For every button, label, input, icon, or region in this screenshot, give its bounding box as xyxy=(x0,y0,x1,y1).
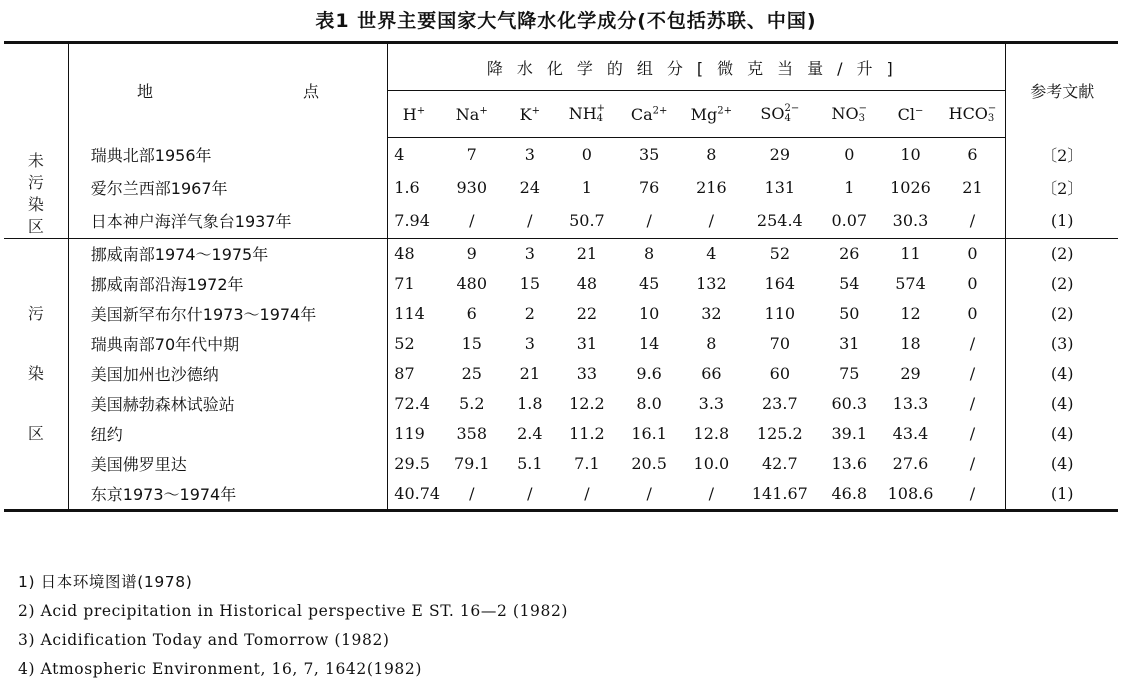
ion-header-6: $Mg^{2+}$ xyxy=(680,91,742,138)
value-cell: 7.94 xyxy=(388,204,440,238)
value-cell: / xyxy=(940,449,1006,479)
group-label-char: 染 xyxy=(27,363,44,383)
value-cell: 3.3 xyxy=(698,394,725,413)
value-cell: 16.1 xyxy=(631,424,667,443)
place-cell: 美国加州也沙德纳 xyxy=(68,359,387,389)
value-cell: 25 xyxy=(461,364,482,383)
footnotes xyxy=(18,568,568,684)
value-cell: 29 xyxy=(900,364,921,383)
footnote-3: 3) Acidification Today and Tomorrow (1982) xyxy=(18,631,390,649)
value-cell: 54 xyxy=(839,274,860,293)
value-cell: 39.1 xyxy=(831,424,868,443)
value-cell: 9.6 xyxy=(636,364,662,383)
value-cell: 1.6 xyxy=(394,178,420,198)
composition-header: 降水化学的组分[微克当量/升] xyxy=(388,44,1006,91)
value-cell: 8 xyxy=(644,244,655,263)
value-cell: 6 xyxy=(940,138,1006,172)
table-row xyxy=(4,204,1118,238)
value-cell: / xyxy=(940,479,1006,511)
value-cell: 21 xyxy=(576,244,598,263)
value-cell: 35 xyxy=(638,145,660,165)
place-header-char-b: 点 xyxy=(303,82,320,102)
reference-cell: (2) xyxy=(1050,274,1074,293)
value-cell: 108.6 xyxy=(881,479,939,511)
ion-header-5: $Ca^{2+}$ xyxy=(618,91,680,138)
place-cell: 日本神户海洋气象台1937年 xyxy=(68,204,387,238)
value-cell: 1.8 xyxy=(517,394,543,413)
reference-cell: (4) xyxy=(1050,394,1074,413)
value-cell: / xyxy=(940,419,1006,449)
value-cell: 50.7 xyxy=(556,204,618,238)
place-cell: 美国佛罗里达 xyxy=(68,449,387,479)
value-cell: 13.3 xyxy=(892,394,929,413)
place-cell: 爱尔兰西部1967年 xyxy=(68,171,387,204)
table-row xyxy=(4,329,1118,359)
value-cell: 110 xyxy=(764,304,796,323)
value-cell: / xyxy=(504,204,556,238)
value-cell: / xyxy=(440,204,504,238)
reference-cell: (2) xyxy=(1050,304,1074,323)
value-cell: 23.7 xyxy=(762,394,798,413)
precipitation-chemistry-table xyxy=(4,41,1118,512)
place-cell: 瑞典南部70年代中期 xyxy=(68,329,387,359)
value-cell: 216 xyxy=(696,178,727,198)
value-cell: 27.6 xyxy=(892,454,929,473)
value-cell: 4 xyxy=(706,244,717,263)
value-cell: 164 xyxy=(764,274,796,293)
value-cell: 10 xyxy=(638,304,660,323)
value-cell: 0 xyxy=(940,299,1006,329)
value-cell: 31 xyxy=(576,334,598,353)
group-label-unpolluted: 未 污 染 区 xyxy=(4,138,68,239)
place-cell: 东京1973～1974年 xyxy=(68,479,387,511)
value-cell: 29 xyxy=(769,145,790,165)
value-cell: / xyxy=(556,479,618,511)
reference-cell: 〔2〕 xyxy=(1041,179,1084,199)
value-cell: / xyxy=(940,329,1006,359)
value-cell: 29.5 xyxy=(394,454,430,473)
reference-cell: (2) xyxy=(1050,244,1074,263)
ion-header-10: HCO − 3 xyxy=(940,91,1006,138)
reference-cell: (4) xyxy=(1050,364,1074,383)
value-cell: 10.0 xyxy=(693,454,730,473)
value-cell: 79.1 xyxy=(453,454,490,473)
place-cell: 美国新罕布尔什1973～1974年 xyxy=(68,299,387,329)
reference-cell: 〔2〕 xyxy=(1041,145,1084,165)
value-cell: 14 xyxy=(638,334,660,353)
value-cell: / xyxy=(618,479,680,511)
value-cell: 52 xyxy=(394,334,415,353)
value-cell: 6 xyxy=(466,304,477,323)
value-cell: 254.4 xyxy=(742,204,817,238)
value-cell: 33 xyxy=(576,364,598,383)
place-header-char-a: 地 xyxy=(137,82,154,102)
value-cell: / xyxy=(618,204,680,238)
table-row xyxy=(4,479,1118,511)
value-cell: 30.3 xyxy=(881,204,939,238)
place-cell: 挪威南部沿海1972年 xyxy=(68,269,387,299)
value-cell: 13.6 xyxy=(831,454,868,473)
reference-header: 参考文献 xyxy=(1030,82,1095,102)
value-cell: 5.2 xyxy=(459,394,485,413)
value-cell: 21 xyxy=(940,171,1006,204)
place-cell: 挪威南部1974～1975年 xyxy=(68,238,387,269)
value-cell: 9 xyxy=(466,244,477,263)
value-cell: / xyxy=(680,479,742,511)
table-row xyxy=(4,269,1118,299)
value-cell: 11 xyxy=(900,244,921,263)
value-cell: 10 xyxy=(900,145,921,165)
value-cell: 125.2 xyxy=(756,424,803,443)
value-cell: 75 xyxy=(839,364,860,383)
value-cell: 930 xyxy=(456,178,488,198)
value-cell: 12.8 xyxy=(693,424,730,443)
ion-header-8: NO − 3 xyxy=(817,91,881,138)
value-cell: / xyxy=(680,204,742,238)
group-header-blank xyxy=(4,44,68,138)
ion-header-7: SO 2− 4 xyxy=(742,91,817,138)
value-cell: 8.0 xyxy=(636,394,662,413)
value-cell: 22 xyxy=(576,304,598,323)
table-row xyxy=(4,171,1118,204)
value-cell: 60 xyxy=(769,364,790,383)
value-cell: 18 xyxy=(900,334,921,353)
ion-header-3: K+ xyxy=(504,91,556,138)
value-cell: 46.8 xyxy=(817,479,881,511)
value-cell: 3 xyxy=(524,334,535,353)
table-row xyxy=(4,138,1118,172)
table-row xyxy=(4,238,1118,269)
group-label-char: 区 xyxy=(27,423,44,443)
value-cell: 15 xyxy=(461,334,482,353)
value-cell: 114 xyxy=(394,304,425,323)
value-cell: 0 xyxy=(940,269,1006,299)
reference-cell: (3) xyxy=(1050,334,1074,353)
value-cell: 358 xyxy=(456,424,488,443)
value-cell: / xyxy=(504,479,556,511)
value-cell: 20.5 xyxy=(631,454,667,473)
value-cell: 40.74 xyxy=(388,479,440,511)
group-label-polluted xyxy=(4,238,68,510)
reference-cell: (1) xyxy=(1006,479,1118,511)
value-cell: / xyxy=(940,389,1006,419)
value-cell: 7 xyxy=(466,145,477,165)
table-title: 表1 世界主要国家大气降水化学成分(不包括苏联、中国) xyxy=(315,10,817,32)
value-cell: / xyxy=(940,359,1006,389)
value-cell: 0 xyxy=(844,145,855,165)
footnote-4: 4) Atmospheric Environment, 16, 7, 1642(1982) xyxy=(18,660,422,678)
value-cell: 7.1 xyxy=(574,454,600,473)
value-cell: 119 xyxy=(394,424,425,443)
value-cell: 31 xyxy=(839,334,860,353)
value-cell: 1 xyxy=(844,178,855,198)
reference-cell: (4) xyxy=(1050,454,1074,473)
ion-header-1: H+ xyxy=(388,91,440,138)
value-cell: 12 xyxy=(900,304,921,323)
value-cell: 2.4 xyxy=(517,424,543,443)
reference-cell: (1) xyxy=(1006,204,1118,238)
value-cell: 24 xyxy=(519,178,541,198)
value-cell: 76 xyxy=(638,178,660,198)
value-cell: 52 xyxy=(769,244,790,263)
value-cell: 66 xyxy=(701,364,722,383)
value-cell: 5.1 xyxy=(517,454,543,473)
value-cell: 4 xyxy=(394,145,405,165)
footnote-2: 2) Acid precipitation in Historical perspective E ST. 16—2 (1982) xyxy=(18,602,569,620)
ion-header-9: Cl− xyxy=(881,91,939,138)
value-cell: 26 xyxy=(839,244,860,263)
value-cell: 12.2 xyxy=(569,394,605,413)
value-cell: 70 xyxy=(769,334,790,353)
table-row xyxy=(4,299,1118,329)
value-cell: 480 xyxy=(456,274,488,293)
value-cell: 48 xyxy=(394,244,415,263)
value-cell: 8 xyxy=(706,334,717,353)
value-cell: 71 xyxy=(394,274,415,293)
value-cell: 0 xyxy=(581,145,592,165)
value-cell: 48 xyxy=(576,274,598,293)
value-cell: 42.7 xyxy=(762,454,798,473)
footnote-1: 1) 日本环境图谱(1978) xyxy=(18,573,193,591)
value-cell: / xyxy=(440,479,504,511)
value-cell: 2 xyxy=(524,304,535,323)
value-cell: 132 xyxy=(696,274,727,293)
place-cell: 瑞典北部1956年 xyxy=(68,138,387,172)
value-cell: 32 xyxy=(701,304,722,323)
value-cell: 1026 xyxy=(890,178,931,198)
value-cell: 574 xyxy=(895,274,926,293)
value-cell: 0 xyxy=(940,238,1006,269)
value-cell: 60.3 xyxy=(831,394,868,413)
value-cell: 141.67 xyxy=(742,479,817,511)
place-cell: 美国赫勃森林试验站 xyxy=(68,389,387,419)
value-cell: 21 xyxy=(519,364,541,383)
ion-header-4: NH + 4 xyxy=(556,91,618,138)
reference-cell: (4) xyxy=(1050,424,1074,443)
place-cell: 纽约 xyxy=(68,419,387,449)
ion-header-2: Na+ xyxy=(440,91,504,138)
value-cell: 43.4 xyxy=(892,424,929,443)
value-cell: 11.2 xyxy=(569,424,605,443)
value-cell: 1 xyxy=(581,178,592,198)
table-row xyxy=(4,449,1118,479)
value-cell: 50 xyxy=(839,304,860,323)
value-cell: 72.4 xyxy=(394,394,430,413)
value-cell: 45 xyxy=(638,274,660,293)
table-row xyxy=(4,359,1118,389)
place-header xyxy=(68,44,387,138)
value-cell: 0.07 xyxy=(817,204,881,238)
value-cell: 131 xyxy=(764,178,796,198)
value-cell: 8 xyxy=(706,145,717,165)
table-row xyxy=(4,389,1118,419)
group-label-char: 污 xyxy=(27,303,44,323)
value-cell: 15 xyxy=(519,274,541,293)
table-row xyxy=(4,419,1118,449)
value-cell: / xyxy=(940,204,1006,238)
value-cell: 87 xyxy=(394,364,415,383)
value-cell: 3 xyxy=(524,244,535,263)
value-cell: 3 xyxy=(524,145,535,165)
